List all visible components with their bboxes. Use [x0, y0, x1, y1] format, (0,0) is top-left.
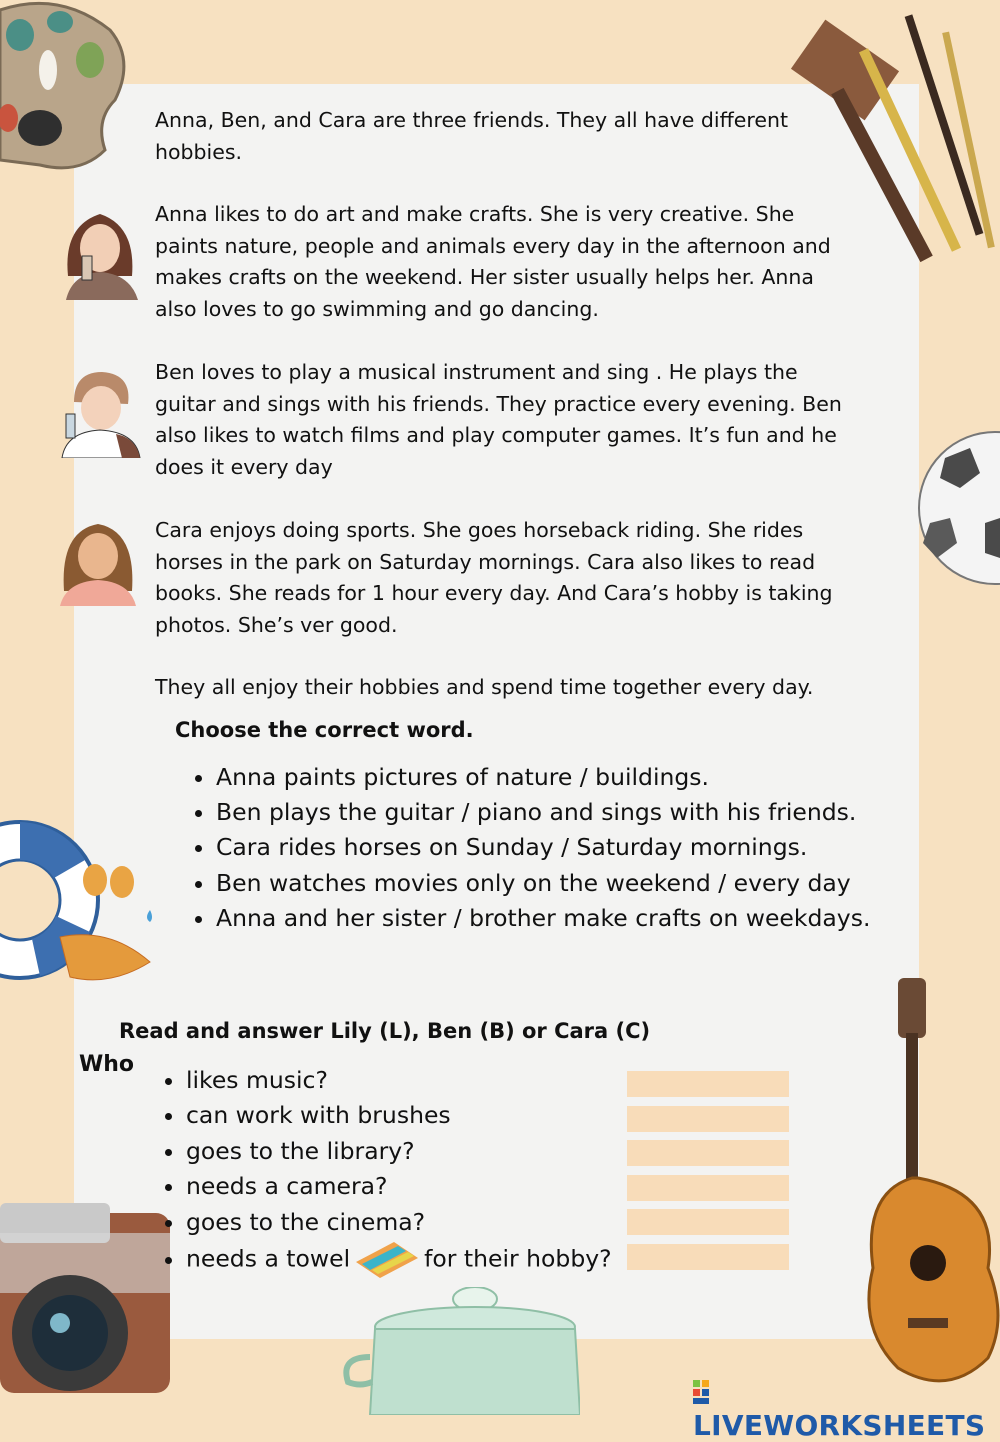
towel-icon	[354, 1240, 420, 1280]
logo-mark-icon	[693, 1380, 709, 1404]
liveworksheets-logo	[693, 1376, 1000, 1442]
guitar-icon	[858, 978, 1000, 1393]
anna-avatar	[58, 206, 142, 300]
answer-box-6[interactable]	[627, 1244, 789, 1270]
exercise2-item: • goes to the cinema?	[186, 1205, 666, 1240]
answer-box-2[interactable]	[627, 1106, 789, 1132]
exercise1-item[interactable]: • Anna and her sister / brother make crafts on weekdays.	[216, 901, 916, 936]
story-ben: Ben loves to play a musical instrument and sing . He plays the guitar and sings with his friends. They practice every evening. Ben also likes to watch films and play computer games. It’s fun and he does it every day	[155, 360, 842, 479]
cara-avatar	[58, 516, 138, 606]
answer-box-3[interactable]	[627, 1140, 789, 1166]
soccer-ball-icon	[915, 428, 1000, 588]
ben-avatar	[56, 362, 144, 458]
towel-item-text-before: needs a towel	[186, 1244, 351, 1273]
exercise2-item-last	[186, 1240, 666, 1280]
exercise1-item[interactable]: • Ben plays the guitar / piano and sings with his friends.	[216, 795, 916, 830]
exercise1-list	[188, 760, 916, 936]
pot-icon	[340, 1287, 580, 1415]
exercise1-item[interactable]: • Cara rides horses on Sunday / Saturday mornings.	[216, 830, 916, 865]
answer-box-4[interactable]	[627, 1175, 789, 1201]
towel-item-text-after: for their hobby?	[424, 1244, 612, 1273]
paint-palette-icon	[0, 0, 130, 170]
exercise2-heading: Read and answer Lily (L), Ben (B) or Cara (C)	[119, 1019, 651, 1043]
exercise1-heading: Choose the correct word.	[175, 718, 474, 742]
story-anna: Anna likes to do art and make crafts. She is very creative. She paints nature, people and animals every day in the afternoon and makes crafts on the weekend. Her sister usually helps her. Anna also loves to go swimming and go dancing.	[155, 202, 831, 321]
exercise2-item: • can work with brushes	[186, 1098, 666, 1133]
logo-text: LIVEWORKSHEETS	[693, 1409, 986, 1442]
swim-ring-icon	[0, 812, 180, 992]
story-outro: They all enjoy their hobbies and spend time together every day.	[155, 675, 814, 699]
exercise2-item: • needs a camera?	[186, 1169, 666, 1204]
exercise2-list	[158, 1063, 666, 1280]
story-intro: Anna, Ben, and Cara are three friends. They all have different hobbies.	[155, 108, 788, 164]
exercise2-item: • goes to the library?	[186, 1134, 666, 1169]
camera-icon	[0, 1193, 180, 1415]
answer-box-1[interactable]	[627, 1071, 789, 1097]
story-cara: Cara enjoys doing sports. She goes horseback riding. She rides horses in the park on Saturday mornings. Cara also likes to read books. She reads for 1 hour every day. And Cara’s hobby is taking photos. She’s ver good.	[155, 518, 833, 637]
exercise1-item[interactable]: • Ben watches movies only on the weekend / every day	[216, 866, 916, 901]
exercise2-item: • likes music?	[186, 1063, 666, 1098]
who-label: Who	[79, 1052, 135, 1077]
answer-box-5[interactable]	[627, 1209, 789, 1235]
exercise1-item[interactable]: • Anna paints pictures of nature / buildings.	[216, 760, 916, 795]
